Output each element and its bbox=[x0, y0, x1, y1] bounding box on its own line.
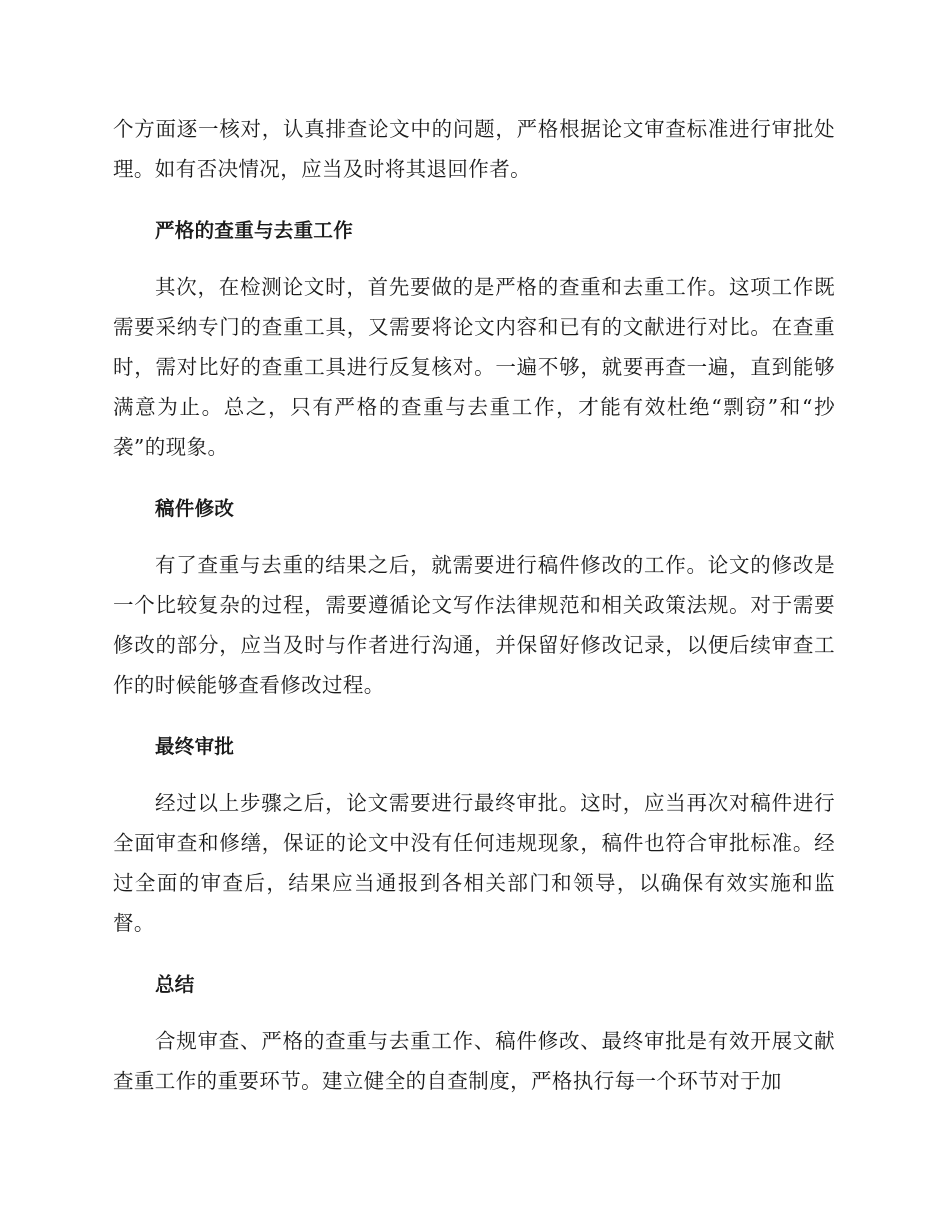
section-heading: 总结 bbox=[155, 973, 195, 996]
section-final-approval bbox=[113, 727, 835, 943]
section-paragraph: 其次，在检测论文时，首先要做的是严格的查重和去重工作。这项工作既需要采纳专门的查重工具，又需要将论文内容和已有的文献进行对比。在查重时，需对比好的查重工具进行反复核对。一遍不够，就要再查一遍，直到能够满意为止。总之，只有严格的查重与去重工作，才能有效杜绝“剽窃”和“抄袭”的现象。 bbox=[113, 275, 835, 459]
section-paragraph: 合规审查、严格的查重与去重工作、稿件修改、最终审批是有效开展文献查重工作的重要环节。建立健全的自查制度，严格执行每一个环节对于加 bbox=[113, 1029, 835, 1093]
section-heading: 严格的查重与去重工作 bbox=[155, 219, 354, 242]
section-paragraph: 有了查重与去重的结果之后，就需要进行稿件修改的工作。论文的修改是一个比较复杂的过程，需要遵循论文写作法律规范和相关政策法规。对于需要修改的部分，应当及时与作者进行沟通，并保留好修改记录，以便后续审查工作的时候能够查看修改过程。 bbox=[113, 553, 835, 697]
section-plagiarism-check bbox=[113, 211, 835, 467]
intro-paragraph: 个方面逐一核对，认真排查论文中的问题，严格根据论文审查标准进行审批处理。如有否决情况，应当及时将其退回作者。 bbox=[113, 117, 835, 181]
section-paragraph: 经过以上步骤之后，论文需要进行最终审批。这时，应当再次对稿件进行全面审查和修缮，保证的论文中没有任何违规现象，稿件也符合审批标准。经过全面的审查后，结果应当通报到各相关部门和领导，以确保有效实施和监督。 bbox=[113, 791, 835, 935]
section-heading: 最终审批 bbox=[155, 735, 235, 758]
section-manuscript-revision bbox=[113, 489, 835, 705]
section-heading: 稿件修改 bbox=[155, 497, 235, 520]
document-body bbox=[113, 109, 835, 1123]
section-summary bbox=[113, 965, 835, 1101]
